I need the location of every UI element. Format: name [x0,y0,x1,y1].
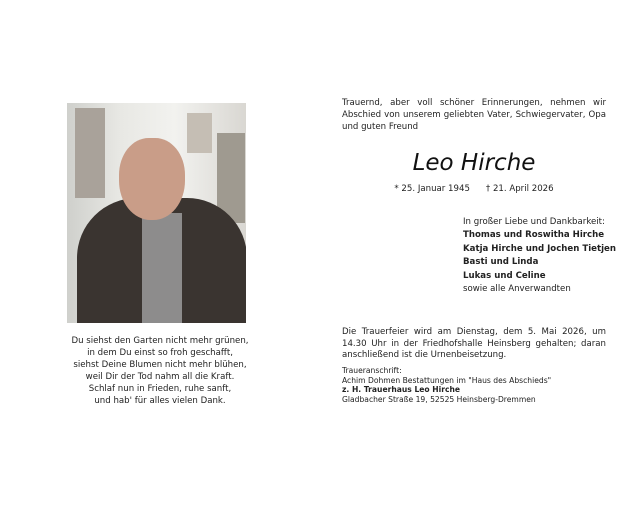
address-line: Achim Dohmen Bestattungen im "Haus des Abschieds" [342,375,552,385]
life-dates [342,184,606,194]
family-member: Thomas und Roswitha Hirche [463,230,605,241]
address-line: z. H. Trauerhaus Leo Hirche [342,385,461,395]
family-list [463,216,616,296]
birth-date: * 25. Januar 1945 [394,184,470,194]
poem [60,335,260,407]
family-member: Katja Hirche und Jochen Tietjen [463,243,616,254]
poem-line: Du siehst den Garten nicht mehr grünen, [71,336,249,346]
death-date: † 21. April 2026 [485,184,554,194]
family-closing: sowie alle Anverwandten [463,284,571,295]
poem-line: weil Dir der Tod nahm all die Kraft. [85,372,235,382]
address-line: Gladbacher Straße 19, 52525 Heinsberg-Dremmen [342,394,536,404]
family-member: Basti und Linda [463,257,539,268]
deceased-name: Leo Hirche [412,150,536,176]
poem-line: und hab' für alles vielen Dank. [94,396,226,406]
poem-line: Schlaf nun in Frieden, ruhe sanft, [88,384,232,394]
service-info: Die Trauerfeier wird am Dienstag, dem 5. Mai 2026, um 14.30 Uhr in der Friedhofshalle Heinsberg gehalten; daran anschließend ist die Urnenbeisetzung. [342,327,606,360]
intro-text: Trauernd, aber voll schöner Erinnerungen, nehmen wir Abschied von unserem geliebten Vater, Schwiegervater, Opa und guten Freund [342,98,606,132]
family-member: Lukas und Celine [463,270,546,281]
mourning-address [342,366,551,404]
poem-line: in dem Du einst so froh geschafft, [87,348,233,358]
poem-line: siehst Deine Blumen nicht mehr blühen, [73,360,247,370]
family-heading: In großer Liebe und Dankbarkeit: [463,217,605,227]
address-label: Traueranschrift: [342,366,402,375]
portrait-photo [67,103,246,323]
